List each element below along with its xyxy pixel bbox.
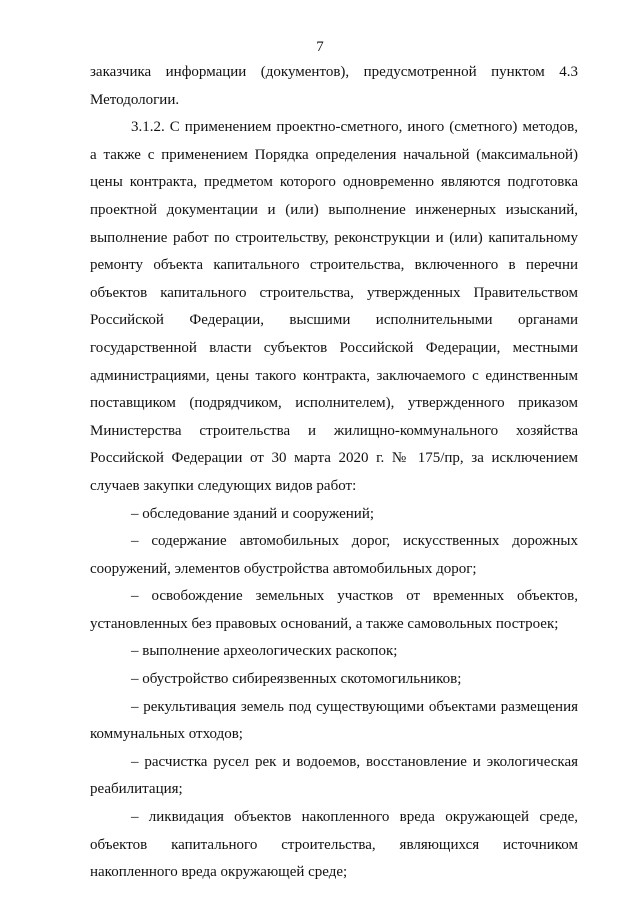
list-item-land-recultivation: – рекультивация земель под существующими объектами размещения коммунальных отходов;: [90, 698, 578, 743]
list-item-road-maintenance: – содержание автомобильных дорог, искусственных дорожных сооружений, элементов обустройства автомобильных дорог;: [90, 533, 578, 577]
list-item-anthrax-burials: – обустройство сибиреязвенных скотомогильников;: [131, 671, 462, 688]
paragraph-3-1-2: 3.1.2. С применением проектно-сметного, иного (сметного) методов, а также с применением Порядка определения начальной (максимальной) цены контракта, предметом которого одновременно являются подготовка проектной документации и (или) выполнение инженерных изысканий, выполнение работ по строительству, реконструкции и (или) капитальному ремонту объекта капитального строительства, включенного в перечни объектов капитального строительства, утвержденных Правительством Российской Федерации, высшими исполнительными органами государственной власти субъектов Российской Федерации, местными администрациями, цены такого контракта, заключаемого с единственным поставщиком (подрядчиком, исполнителем), утвержденного приказом Министерства строительства и жилищно-коммунального хозяйства Российской Федерации от 30 марта 2020 г. № 175/пр, за исключением случаев закупки следующих видов работ:: [90, 119, 578, 494]
list-item-land-release: – освобождение земельных участков от временных объектов, установленных без правовых оснований, а также самовольных построек;: [90, 588, 578, 632]
list-item-accumulated-harm: – ликвидация объектов накопленного вреда окружающей среде, объектов капитального строительства, являющихся источником накопленного вреда окружающей среде;: [90, 809, 578, 881]
list-item-river-clearing: – расчистка русел рек и водоемов, восстановление и экологическая реабилитация;: [90, 753, 578, 798]
list-item-excavations: – выполнение археологических раскопок;: [131, 643, 398, 660]
page-number: 7: [316, 39, 324, 55]
list-item-survey: – обследование зданий и сооружений;: [131, 505, 375, 522]
document-body: [90, 59, 578, 887]
paragraph-continuation: заказчика информации (документов), предусмотренной пунктом 4.3 Методологии.: [90, 64, 578, 108]
